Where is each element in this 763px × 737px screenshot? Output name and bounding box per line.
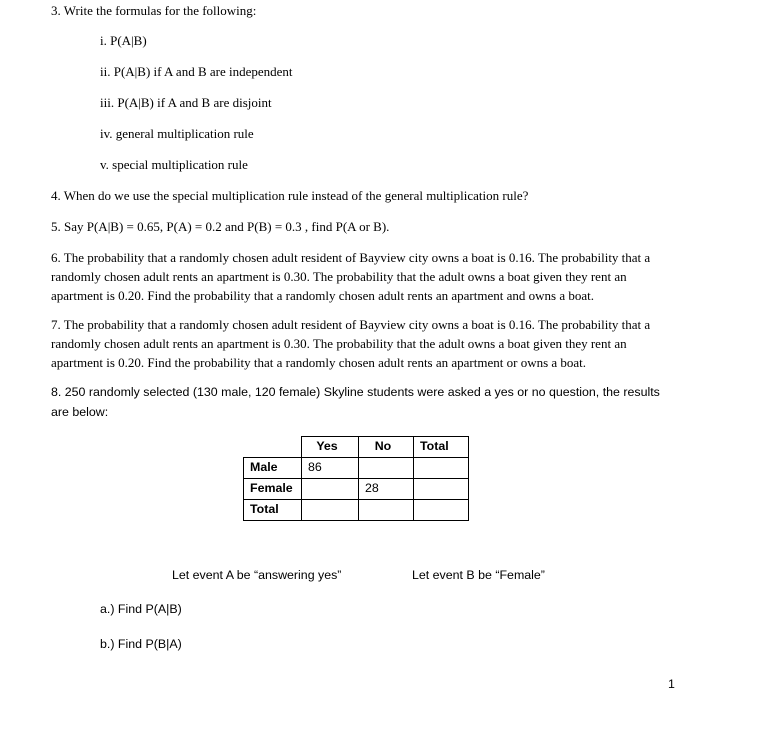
table-row	[244, 479, 469, 500]
part-b: b.) Find P(B|A)	[100, 637, 182, 651]
table-header-total: Total	[414, 437, 469, 458]
table-corner-cell	[244, 437, 302, 458]
table-cell	[414, 458, 469, 479]
table-row-label: Female	[244, 479, 302, 500]
table-row	[244, 500, 469, 521]
table-row-label: Total	[244, 500, 302, 521]
question-3-item-iv: iv. general multiplication rule	[100, 126, 254, 141]
table-cell	[359, 500, 414, 521]
table-cell: 86	[302, 458, 359, 479]
table-header-no: No	[359, 437, 414, 458]
table-cell	[302, 500, 359, 521]
question-6: 6. The probability that a randomly chosen adult resident of Bayview city owns a boat is 0.16. The probability that a randomly chosen adult rents an apartment is 0.30. The probability that the adult owns a boat given they rent an apartment is 0.20. Find the probability that a randomly chosen adult rents an apartment and owns a boat.	[51, 250, 651, 303]
question-3-item-iii: iii. P(A|B) if A and B are disjoint	[100, 95, 272, 110]
part-a: a.) Find P(A|B)	[100, 602, 182, 616]
table-row-label: Male	[244, 458, 302, 479]
question-3-item-i: i. P(A|B)	[100, 33, 147, 48]
question-8-stem: 8. 250 randomly selected (130 male, 120 female) Skyline students were asked a yes or no question, the results are below:	[51, 385, 660, 419]
question-3-item-ii: ii. P(A|B) if A and B are independent	[100, 64, 293, 79]
question-3-stem: 3. Write the formulas for the following:	[51, 3, 257, 18]
table-cell: 28	[359, 479, 414, 500]
question-3-item-v: v. special multiplication rule	[100, 157, 248, 172]
event-b-definition: Let event B be “Female”	[412, 568, 545, 582]
table-cell	[359, 458, 414, 479]
question-5: 5. Say P(A|B) = 0.65, P(A) = 0.2 and P(B) = 0.3 , find P(A or B).	[51, 219, 390, 234]
table-header-yes: Yes	[302, 437, 359, 458]
table-header-row	[244, 437, 469, 458]
event-a-definition: Let event A be “answering yes”	[172, 568, 342, 582]
table-cell	[414, 479, 469, 500]
question-4: 4. When do we use the special multiplication rule instead of the general multiplication rule?	[51, 188, 529, 203]
page-number: 1	[668, 677, 675, 691]
question-7: 7. The probability that a randomly chosen adult resident of Bayview city owns a boat is 0.16. The probability that a randomly chosen adult rents an apartment is 0.30. The probability that the adult owns a boat given they rent an apartment is 0.20. Find the probability that a randomly chosen adult rents an apartment or owns a boat.	[51, 317, 651, 370]
table-cell	[302, 479, 359, 500]
table-cell	[414, 500, 469, 521]
contingency-table	[243, 436, 469, 521]
table-row	[244, 458, 469, 479]
